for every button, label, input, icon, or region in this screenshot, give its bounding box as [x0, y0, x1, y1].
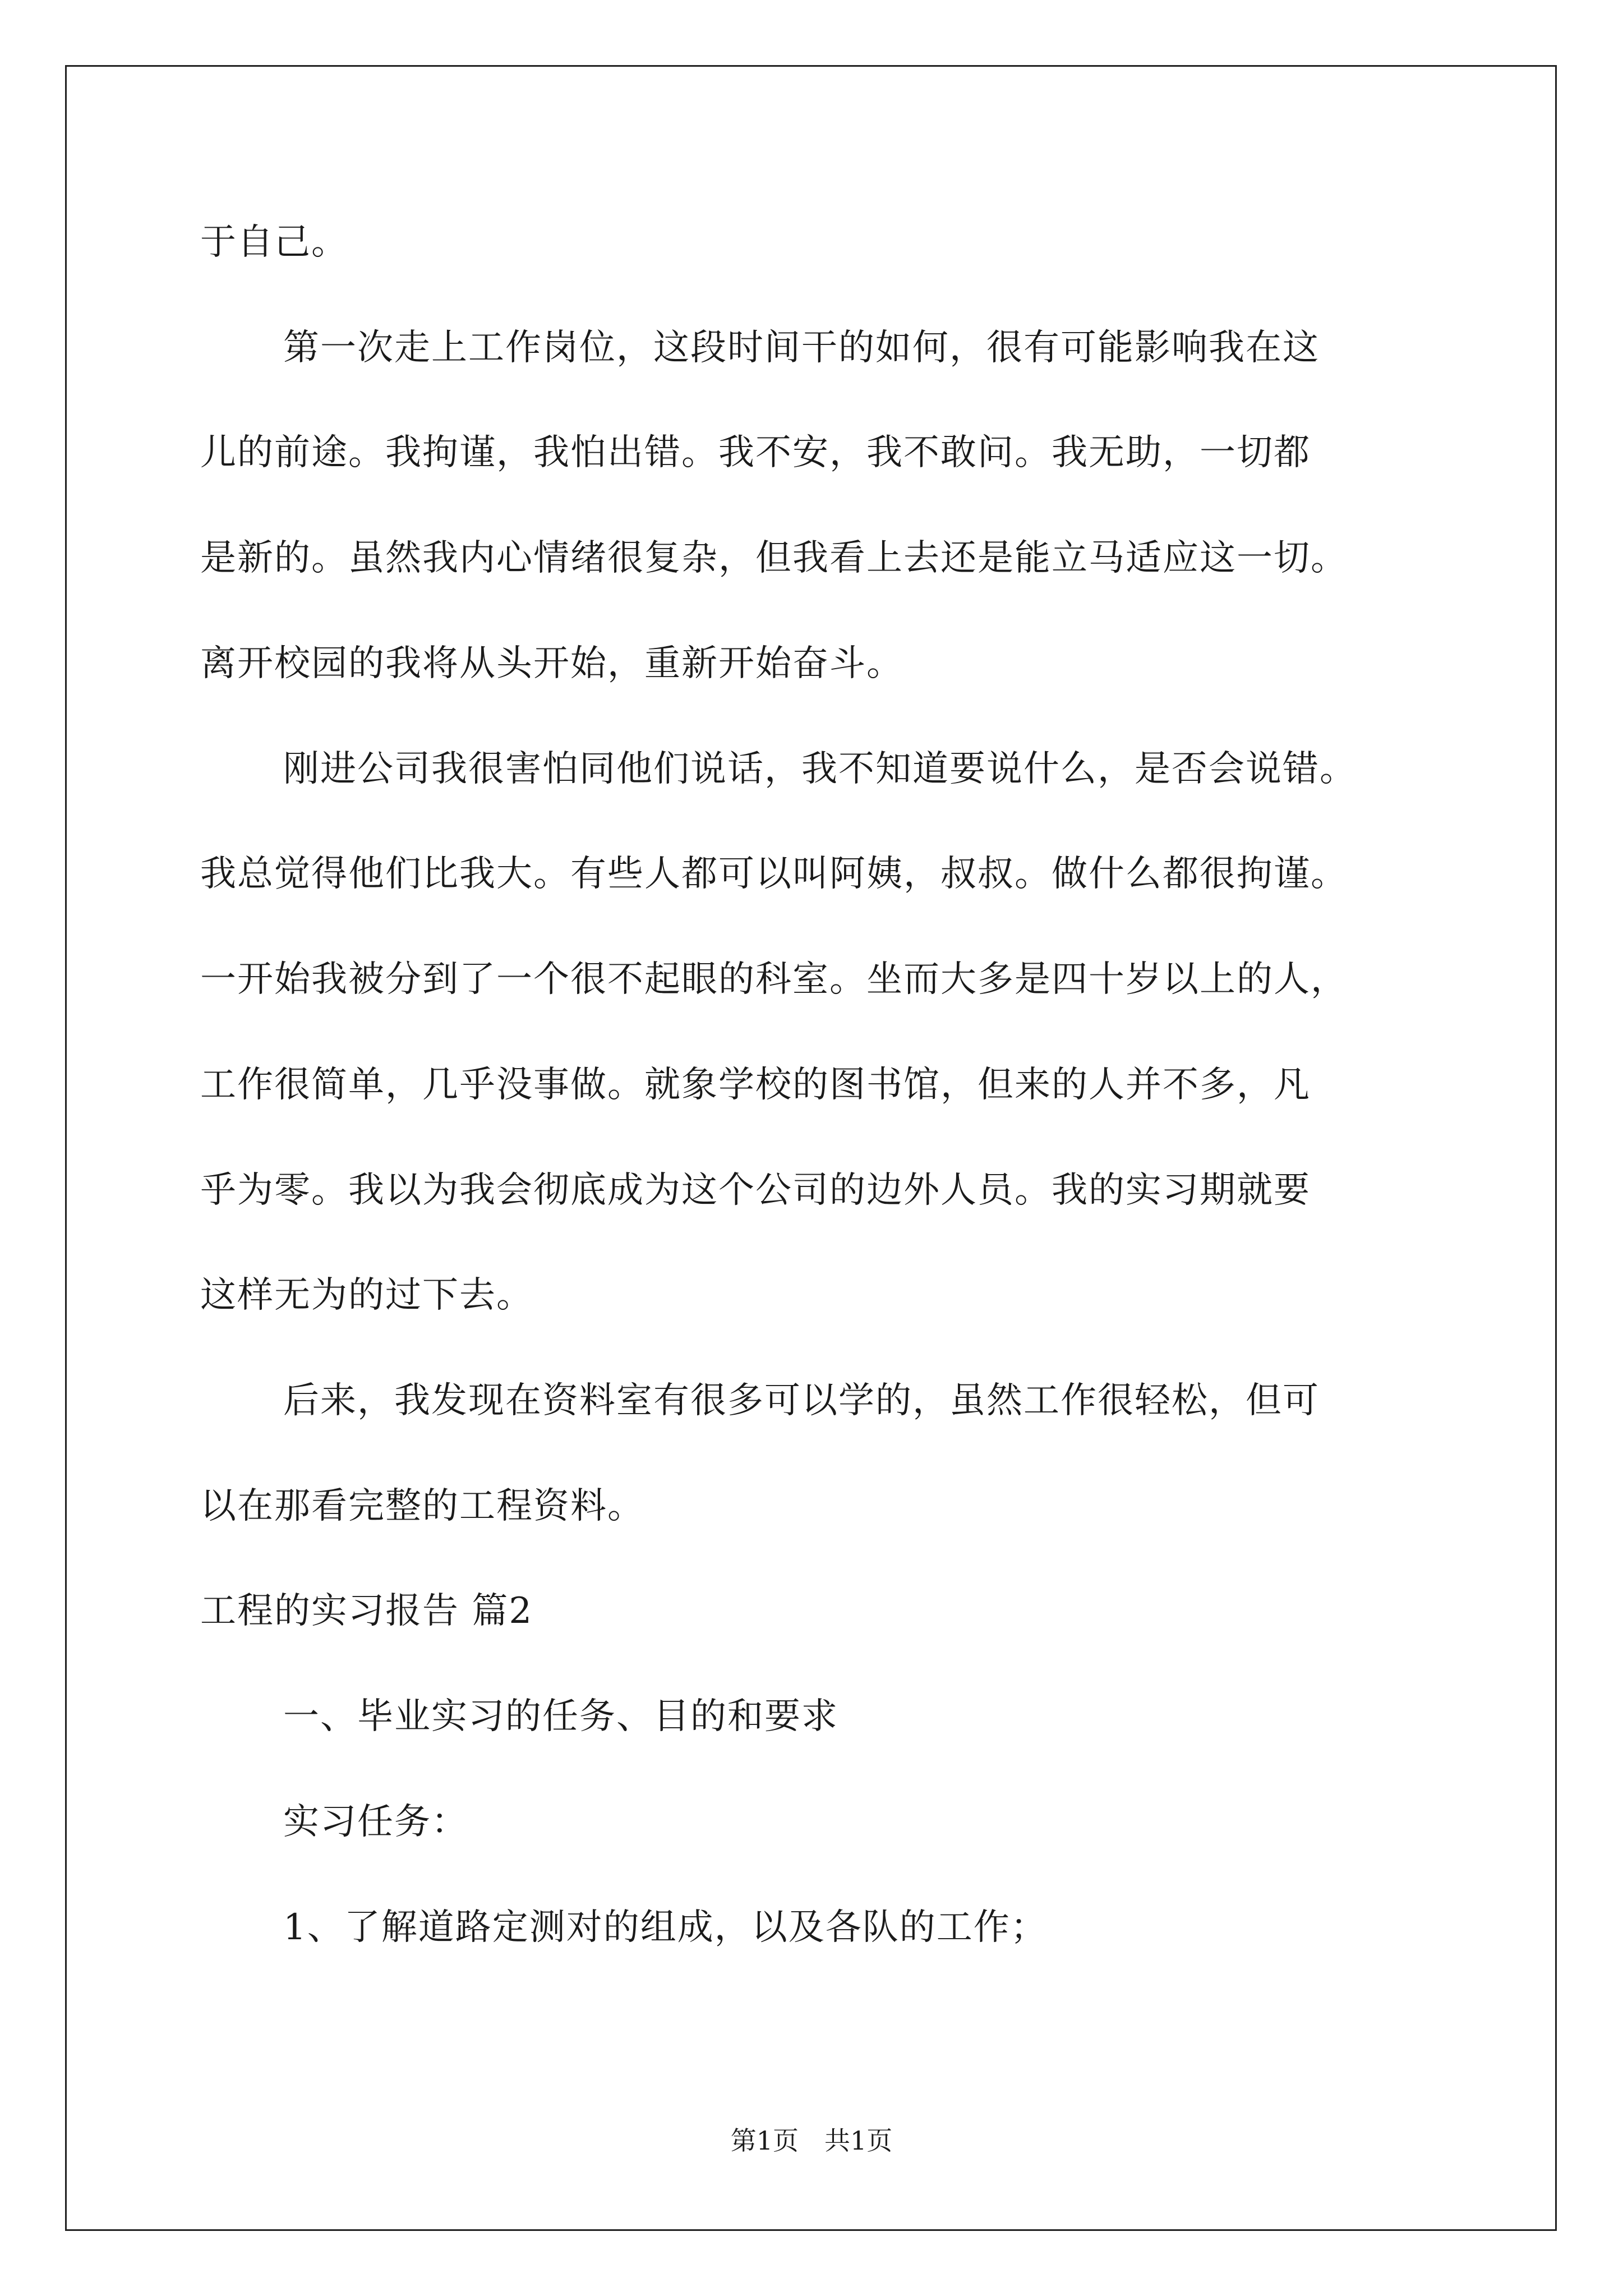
section-heading: 工程的实习报告 篇2 [200, 1590, 533, 1632]
text-line: 这样无为的过下去。 [200, 1274, 533, 1316]
text-line: 一开始我被分到了一个很不起眼的科室。坐而大多是四十岁以上的人， [200, 959, 1348, 1000]
page-footer: 第1页 共1页 [730, 2125, 893, 2156]
text-line: 是新的。虽然我内心情绪很复杂，但我看上去还是能立马适应这一切。 [200, 537, 1348, 579]
paragraph-first-line: 后来，我发现在资料室有很多可以学的，虽然工作很轻松，但可 [283, 1380, 1320, 1421]
text-line: 离开校园的我将从头开始，重新开始奋斗。 [200, 643, 903, 684]
text-line: 于自己。 [200, 222, 348, 263]
text-line: 儿的前途。我拘谨，我怕出错。我不安，我不敢问。我无助，一切都 [200, 432, 1311, 473]
list-item: 1、了解道路定测对的组成，以及各队的工作； [283, 1907, 1048, 1948]
text-line: 我总觉得他们比我大。有些人都可以叫阿姨，叔叔。做什么都很拘谨。 [200, 853, 1348, 895]
text-line: 工作很简单，几乎没事做。就象学校的图书馆，但来的人并不多，凡 [200, 1064, 1311, 1106]
paragraph-first-line: 第一次走上工作岗位，这段时间干的如何，很有可能影响我在这 [283, 327, 1320, 369]
paragraph-first-line: 刚进公司我很害怕同他们说话，我不知道要说什么，是否会说错。 [283, 748, 1357, 790]
list-heading: 实习任务： [283, 1801, 468, 1843]
subsection-heading: 一、毕业实习的任务、目的和要求 [283, 1696, 838, 1737]
text-line: 乎为零。我以为我会彻底成为这个公司的边外人员。我的实习期就要 [200, 1170, 1311, 1211]
text-line: 以在那看完整的工程资料。 [200, 1485, 644, 1527]
